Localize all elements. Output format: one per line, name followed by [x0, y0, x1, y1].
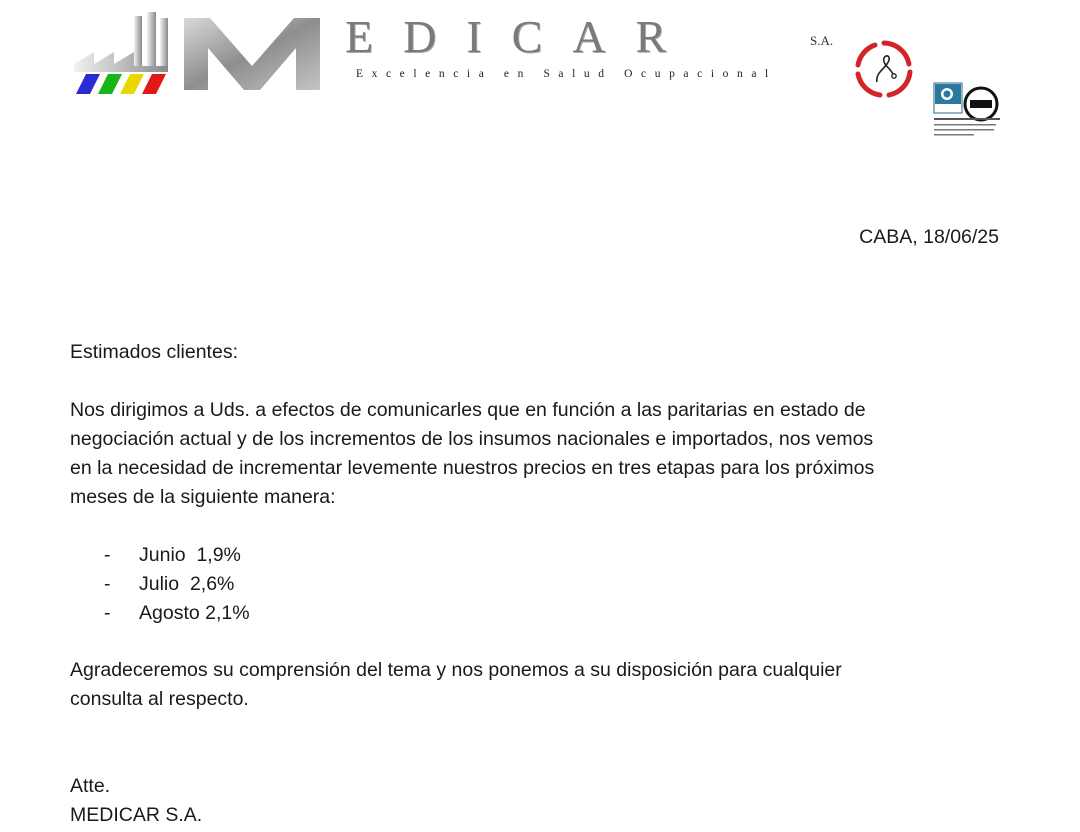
paragraph-line: negociación actual y de los incrementos de los insumos nacionales e importados, nos vemos — [70, 428, 874, 450]
list-dash: - — [104, 573, 111, 595]
list-item-text: Julio 2,6% — [139, 573, 235, 595]
logo-letter-m — [180, 14, 325, 94]
list-dash: - — [104, 544, 111, 566]
letter-date: CABA, 18/06/25 — [859, 226, 999, 248]
certification-badge-icon — [932, 82, 1002, 142]
list-dash: - — [104, 602, 111, 624]
paragraph-line: consulta al respecto. — [70, 688, 249, 710]
brand-wordmark: EDICAR — [345, 11, 697, 62]
list-item — [104, 599, 250, 628]
letter-greeting: Estimados clientes: — [70, 341, 238, 363]
letter-paragraph-2 — [70, 656, 1010, 714]
brand-suffix: S.A. — [810, 33, 834, 48]
paragraph-line: en la necesidad de incrementar levemente nuestros precios en tres etapas para los próximos — [70, 457, 875, 479]
paragraph-line: Nos dirigimos a Uds. a efectos de comunicarles que en función a las paritarias en estado de — [70, 399, 866, 421]
paragraph-line: Agradeceremos su comprensión del tema y nos ponemos a su disposición para cualquier — [70, 659, 842, 681]
letter-closing: Atte. — [70, 775, 111, 797]
factory-logo-icon — [72, 12, 172, 98]
brand-tagline: Excelencia en Salud Ocupacional — [356, 68, 777, 80]
letter-paragraph-1 — [70, 396, 1010, 512]
medical-emblem-icon — [853, 38, 915, 100]
letter-signature-company: MEDICAR S.A. — [70, 804, 203, 826]
price-increase-list — [104, 541, 250, 628]
list-item — [104, 541, 250, 570]
list-item — [104, 570, 250, 599]
paragraph-line: meses de la siguiente manera: — [70, 486, 336, 508]
list-item-text: Agosto 2,1% — [139, 602, 250, 624]
list-item-text: Junio 1,9% — [139, 544, 241, 566]
